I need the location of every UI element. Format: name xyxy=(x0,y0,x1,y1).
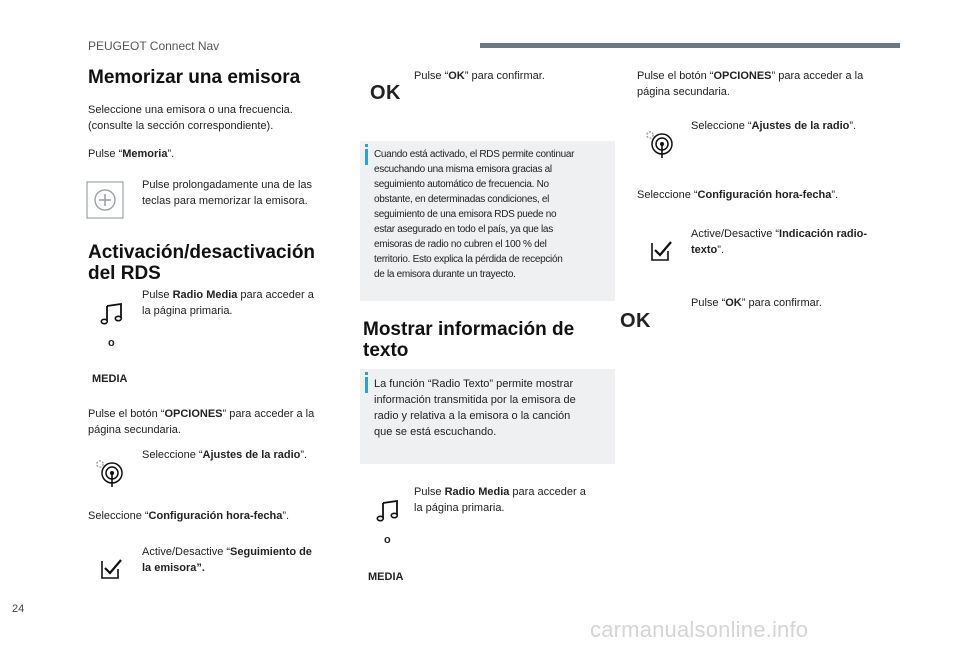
config-hora-instruction: Seleccione “Configuración hora-fecha”. xyxy=(637,189,839,201)
opciones-instruction: Pulse el botón “OPCIONES” para acceder a la página secundaria. xyxy=(637,70,864,98)
or-label: o xyxy=(108,337,115,349)
watermark: carmanualsonline.info xyxy=(590,617,809,642)
radio-media-instruction: Pulse Radio Media para acceder a la página primaria. xyxy=(142,289,314,317)
info-marker-icon xyxy=(365,149,368,165)
checkbox-icon xyxy=(101,559,123,579)
radio-settings-icon xyxy=(93,455,125,487)
opciones-instruction: Pulse el botón “OPCIONES” para acceder a la página secundaria. xyxy=(88,408,315,436)
media-label: MEDIA xyxy=(92,373,128,385)
info-marker-icon xyxy=(365,377,368,393)
pulse-memoria-text: Pulse “Memoria”. xyxy=(88,148,175,160)
section-title-memorizar: Memorizar una emisora xyxy=(88,67,301,88)
rds-info-note: Cuando está activado, el RDS permite continuar escuchando una misma emisora gracias al seguimiento automático de frecuencia. No obstante, en determinadas condiciones, el seguimiento de una emisora RDS puede no estar asegurado en todo el país, ya que las emisoras de radio no cubren el 100 % del territorio. Esto explica la pérdida de recepción de la emisora durante un trayecto. xyxy=(360,141,615,301)
seguimiento-instruction: Active/Desactive “Seguimiento de la emisora”. xyxy=(142,546,312,574)
intro-text: Seleccione una emisora o una frecuencia. (consulte la sección correspondiente). xyxy=(88,104,293,132)
radio-texto-note: La función “Radio Texto” permite mostrar información transmitida por la emisora de radio y relativa a la emisora o la canción que se está escuchando. xyxy=(360,369,615,464)
ajustes-radio-instruction: Seleccione “Ajustes de la radio”. xyxy=(691,120,857,132)
checkbox-icon xyxy=(651,241,673,261)
add-preset-icon xyxy=(86,181,124,219)
ok-icon: OK xyxy=(370,82,401,104)
header-title: PEUGEOT Connect Nav xyxy=(88,39,220,53)
indicacion-radiotexto-instruction: Active/Desactive “Indicación radio- texto”. xyxy=(691,228,868,256)
ok-confirm-text: Pulse “OK” para confirmar. xyxy=(691,297,822,309)
or-label: o xyxy=(384,534,391,546)
header-bar xyxy=(480,43,900,48)
music-note-icon xyxy=(100,303,124,325)
memorizar-instruction: Pulse prolongadamente una de las teclas para memorizar la emisora. xyxy=(142,179,313,207)
ok-confirm-text: Pulse “OK” para confirmar. xyxy=(414,70,545,82)
section-title-texto: Mostrar información de texto xyxy=(363,319,575,361)
ajustes-radio-instruction: Seleccione “Ajustes de la radio”. xyxy=(142,449,308,461)
radio-settings-icon xyxy=(643,126,675,158)
media-label: MEDIA xyxy=(368,571,404,583)
music-note-icon xyxy=(376,500,400,522)
radio-media-instruction: Pulse Radio Media para acceder a la página primaria. xyxy=(414,486,586,514)
config-hora-instruction: Seleccione “Configuración hora-fecha”. xyxy=(88,510,290,522)
ok-icon: OK xyxy=(620,310,651,332)
section-title-rds: Activación/desactivación del RDS xyxy=(88,242,316,284)
page-number: 24 xyxy=(12,603,25,615)
